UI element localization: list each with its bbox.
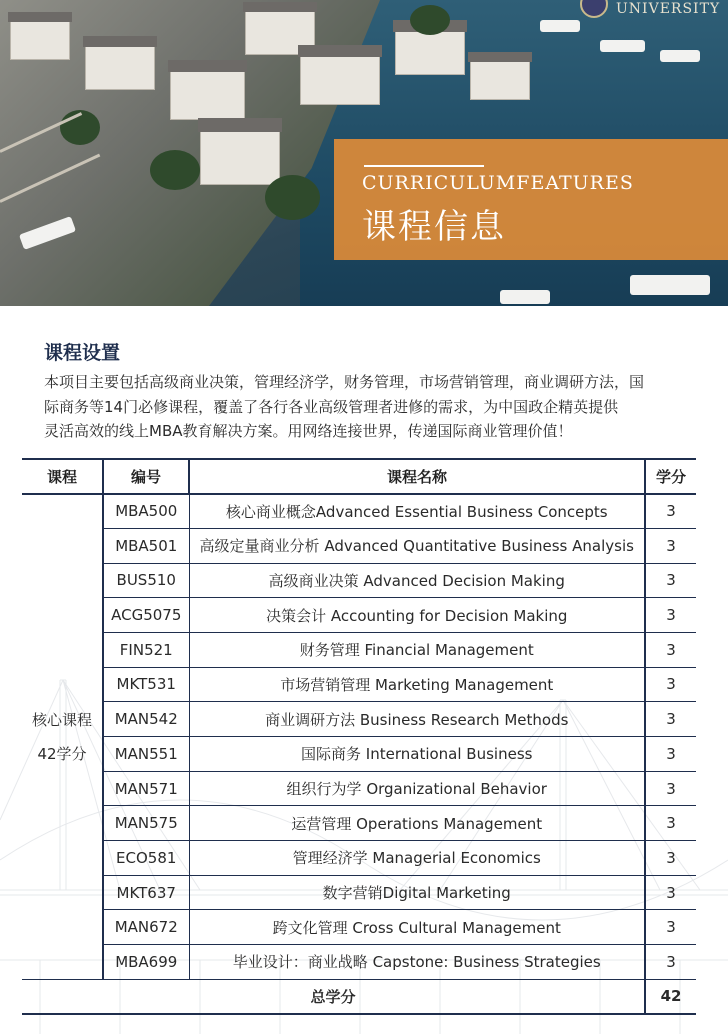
total-value: 42 xyxy=(645,979,696,1014)
tree xyxy=(150,150,200,190)
section-banner xyxy=(334,139,728,260)
course-name: 毕业设计：商业战略 Capstone: Business Strategies xyxy=(189,945,645,980)
header-course: 课程 xyxy=(22,459,103,494)
tree xyxy=(410,5,450,35)
table-row xyxy=(22,771,696,806)
course-name: 财务管理 Financial Management xyxy=(189,632,645,667)
course-name: 运营管理 Operations Management xyxy=(189,806,645,841)
banner-title-cn: 课程信息 xyxy=(362,207,506,247)
course-credits: 3 xyxy=(645,945,696,980)
course-credits: 3 xyxy=(645,563,696,598)
table-row xyxy=(22,945,696,980)
intro-paragraph xyxy=(44,370,684,444)
intro-line: 际商务等14门必修课程，覆盖了各行各业高级管理者进修的需求，为中国政企精英提供 xyxy=(44,397,619,416)
table-row xyxy=(22,632,696,667)
course-name: 管理经济学 Managerial Economics xyxy=(189,841,645,876)
university-logo xyxy=(576,0,728,20)
house xyxy=(170,70,245,120)
intro-line: 本项目主要包括高级商业决策，管理经济学，财务管理，市场营销管理，商业调研方法，国 xyxy=(44,373,645,391)
boat xyxy=(660,50,700,62)
course-credits: 3 xyxy=(645,806,696,841)
intro-line: 灵活高效的线上MBA教育解决方案。用网络连接世界，传递国际商业管理价值！ xyxy=(44,422,573,440)
course-name: 高级商业决策 Advanced Decision Making xyxy=(189,563,645,598)
course-name: 商业调研方法 Business Research Methods xyxy=(189,702,645,737)
course-table-body xyxy=(22,494,696,980)
university-seal-icon xyxy=(580,0,608,18)
university-name: UNIVERSITY xyxy=(616,1,721,17)
banner-divider xyxy=(364,165,484,167)
course-group-cell xyxy=(22,494,103,980)
header-course-name: 课程名称 xyxy=(189,459,645,494)
course-table xyxy=(22,458,696,1015)
roof xyxy=(83,36,157,47)
course-code: FIN521 xyxy=(103,632,189,667)
house xyxy=(200,130,280,185)
boat xyxy=(600,40,645,52)
course-name: 国际商务 International Business xyxy=(189,737,645,772)
boat xyxy=(500,290,550,304)
course-code: MBA501 xyxy=(103,528,189,563)
course-code: ACG5075 xyxy=(103,598,189,633)
course-credits: 3 xyxy=(645,632,696,667)
course-name: 组织行为学 Organizational Behavior xyxy=(189,771,645,806)
house xyxy=(395,30,465,75)
total-row xyxy=(22,979,696,1014)
table-row xyxy=(22,563,696,598)
roof xyxy=(168,60,247,72)
header-credits: 学分 xyxy=(645,459,696,494)
banner-title-en: CURRICULUMFEATURES xyxy=(362,172,634,194)
course-name: 跨文化管理 Cross Cultural Management xyxy=(189,910,645,945)
hero-photo xyxy=(0,0,728,306)
table-row xyxy=(22,667,696,702)
course-credits: 3 xyxy=(645,737,696,772)
course-code: MBA500 xyxy=(103,494,189,529)
house xyxy=(85,45,155,90)
course-credits: 3 xyxy=(645,598,696,633)
boat xyxy=(630,275,710,295)
course-name: 决策会计 Accounting for Decision Making xyxy=(189,598,645,633)
course-code: ECO581 xyxy=(103,841,189,876)
course-group-label: 核心课程 xyxy=(31,710,92,729)
course-credits: 3 xyxy=(645,702,696,737)
table-row xyxy=(22,875,696,910)
table-header-row xyxy=(22,459,696,494)
course-code: MAN551 xyxy=(103,737,189,772)
course-code: MBA699 xyxy=(103,945,189,980)
table-row xyxy=(22,806,696,841)
course-credits: 3 xyxy=(645,910,696,945)
course-credits: 3 xyxy=(645,528,696,563)
roof xyxy=(8,12,72,22)
house xyxy=(300,55,380,105)
roof xyxy=(243,2,317,12)
course-code: MAN571 xyxy=(103,771,189,806)
table-row xyxy=(22,841,696,876)
total-label: 总学分 xyxy=(22,979,645,1014)
course-code: MKT531 xyxy=(103,667,189,702)
table-row xyxy=(22,737,696,772)
section-title: 课程设置 xyxy=(44,342,121,364)
course-code: MAN575 xyxy=(103,806,189,841)
course-credits: 3 xyxy=(645,771,696,806)
house xyxy=(470,60,530,100)
table-row xyxy=(22,910,696,945)
roof xyxy=(198,118,282,132)
course-credits: 3 xyxy=(645,841,696,876)
course-name: 市场营销管理 Marketing Management xyxy=(189,667,645,702)
boat xyxy=(540,20,580,32)
course-code: BUS510 xyxy=(103,563,189,598)
course-code: MAN542 xyxy=(103,702,189,737)
course-name: 数字营销Digital Marketing xyxy=(189,875,645,910)
roof xyxy=(298,45,382,57)
course-name: 核心商业概念Advanced Essential Business Concepts xyxy=(189,494,645,529)
house xyxy=(10,20,70,60)
table-row xyxy=(22,702,696,737)
course-code: MAN672 xyxy=(103,910,189,945)
tree xyxy=(265,175,320,220)
header-code: 编号 xyxy=(103,459,189,494)
course-credits: 3 xyxy=(645,875,696,910)
course-credits: 3 xyxy=(645,667,696,702)
table-row xyxy=(22,598,696,633)
course-credits: 3 xyxy=(645,494,696,529)
table-row xyxy=(22,528,696,563)
course-name: 高级定量商业分析 Advanced Quantitative Business Analysis xyxy=(189,528,645,563)
roof xyxy=(468,52,532,62)
course-code: MKT637 xyxy=(103,875,189,910)
table-row xyxy=(22,494,696,529)
course-group-credits: 42学分 xyxy=(37,744,87,763)
